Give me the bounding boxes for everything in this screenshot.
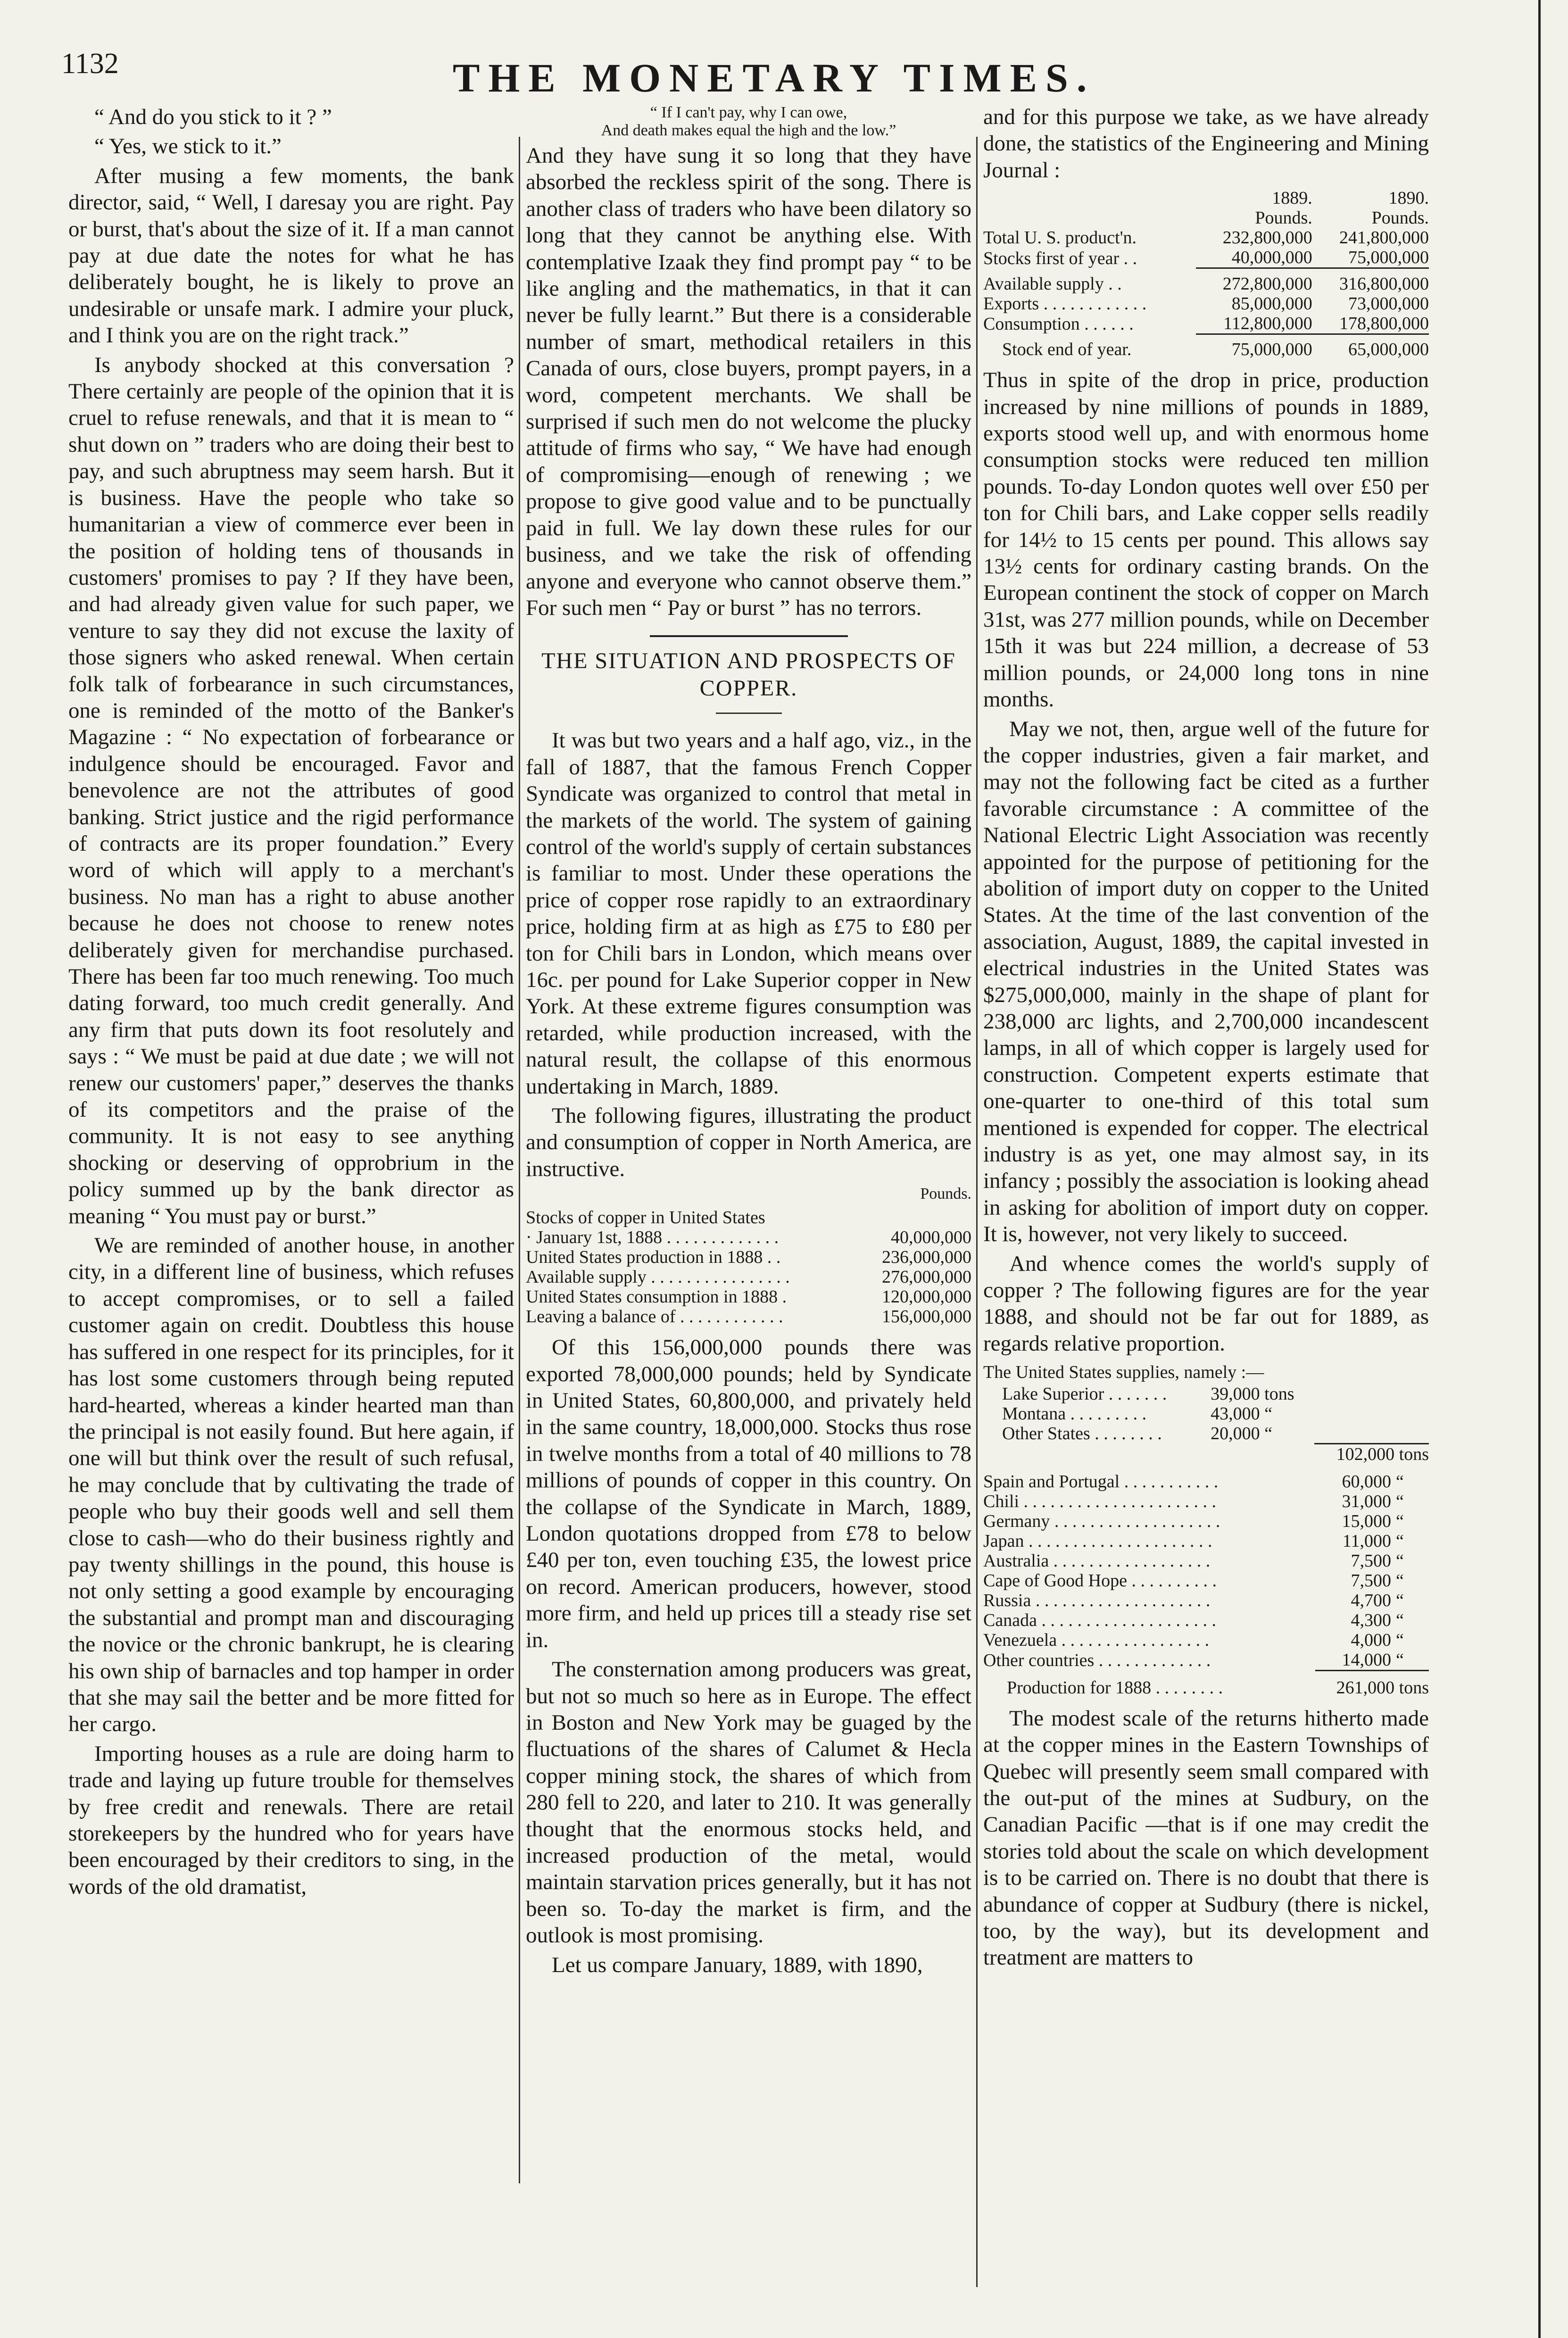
table-label: Stock end of year. [1002,340,1132,360]
table-value: 39,000 tons [1211,1384,1294,1404]
column-divider-1 [519,137,520,2183]
table-row [983,1443,1429,1464]
table-value: 43,000 “ [1211,1404,1273,1424]
table-unit: “ [1396,1630,1404,1650]
world-supply-table [983,1384,1429,1464]
table-label: Canada . . . . . . . . . . . . . . . . . . . . [983,1610,1216,1630]
table-label: Total U. S. product'n. [983,228,1137,248]
table-row [983,1571,1429,1591]
table-label: Russia . . . . . . . . . . . . . . . . . . . . [983,1590,1211,1610]
table-row [983,334,1429,359]
paragraph: Of this 156,000,000 pounds there was exported 78,000,000 pounds; held by Syndicate in United States, 60,800,000, and privately held in the same country, 18,000,000. Stocks thus rose in twelve months from a total of 40 millions to 78 millions of pounds of copper in this country. On the collapse of the Syndicate in March, 1889, London quotations dropped from £78 to below £40 per ton, even touching £35, the lowest price on record. American producers, however, stood more firm, and held up prices till a steady rise set in. [526,1335,971,1652]
poem-quote [526,104,971,140]
column-header: 1889. [1272,188,1312,208]
table-label: Other countries . . . . . . . . . . . . . [983,1650,1211,1671]
table-label: Germany . . . . . . . . . . . . . . . . . . . [983,1511,1220,1531]
paragraph: And whence comes the world's supply of copper ? The following figures are for the year 1888, and should not be far out for 1889, as regards relative proportion. [983,1251,1429,1356]
table-row [983,1404,1429,1424]
supply-heading: The United States supplies, namely :— [983,1362,1264,1383]
table-value: 15,000 [1342,1511,1391,1531]
paragraph: Is anybody shocked at this conversation ? There certainly are people of the opinion that it is cruel to refuse renewals, and that it is mean to “ shut down on ” traders who are doing their best to pay, and such abruptness may seem harsh. But it is business. Have the people who take so humanitarian a view of commerce ever been in the position of holding tens of thousands in customers' promises to pay ? If they have been, and had already given value for such paper, we venture to say they did not excuse the laxity of those signers who asked renewal. When certain folk talk of forbearance in such circumstances, one is reminded of the motto of the Banker's Magazine : “ No expectation of forbearance or indulgence should be encouraged. Favor and benevolence are not the attributes of good banking. Strict justice and the rigid performance of contracts are its proper foundation.” Every word of which will apply to a merchant's business. No man has a right to abuse another because he does not choose to renew notes deliberately given for merchandise purchased. There has been far too much renewing. Too much dating forward, too much credit generally. And any firm that puts down its foot resolutely and says : “ We must be paid at due date ; we will not renew our customers' paper,” deserves the thanks of its competitors and the praise of the community. It is not easy to see anything shocking or deserving of opprobrium in the policy summed up by the bank director as meaning “ You must pay or burst.” [68,352,514,1228]
table-header-row [983,188,1429,208]
table-value: 75,000,000 [1196,334,1312,359]
paragraph: Thus in spite of the drop in price, production increased by nine millions of pounds in 1889, exports stood well up, and with enormous home consumption stocks were reduced ten million pounds. To-day London quotes well over £50 per ton for Chili bars, and Lake copper sells readily for 14½ to 15 cents per pound. This allows say 13½ cents for ordinary casting brands. On the European continent the stock of copper on March 31st, was 277 million pounds, while on December 15th it was but 224 million, a decrease of 53 million pounds, or 24,000 long tons in nine months. [983,368,1429,712]
table-label: Consumption . . . . . . [983,314,1134,334]
table-value: 40,000,000 [891,1227,971,1248]
paragraph: “ Yes, we stick to it.” [94,134,282,159]
table-row [526,1208,971,1227]
countries-table [983,1472,1429,1698]
table-row [983,294,1429,314]
poem-line: And death makes equal the high and the low.” [601,122,896,139]
table-label: Exports . . . . . . . . . . . . [983,293,1147,314]
column-unit: Pounds. [1255,208,1312,228]
paragraph: After musing a few moments, the bank director, said, “ Well, I daresay you are right. Pay or burst, that's about the size of it. If a man cannot pay at due date the notes for what he has deliberately bought, he is likely to prove an undesirable or unsafe mark. I admire your pluck, and I think you are on the right track.” [68,163,514,348]
table-value: 73,000,000 [1348,293,1429,314]
paragraph: May we not, then, argue well of the future for the copper industries, given a fair market, and may not the following fact be cited as a further favorable circumstance : A committee of the National Electric Light Association was recently appointed for the purpose of petitioning for the abolition of import duty on copper to the United States. At the time of the last convention of the association, August, 1889, the capital invested in electrical industries in the United States was $275,000,000, mainly in the shape of plant for 238,000 arc lights, and 2,700,000 incandescent lamps, in all of which copper is largely used for construction. Competent experts estimate that one-quarter to one-third of this total sum mentioned is expended for copper. The electrical industry is as yet, one may almost say, in its infancy ; possibly the association is looking ahead in asking for abolition of import duty on copper. It is, however, not very likely to succeed. [983,716,1429,1247]
table-unit: “ [1396,1471,1404,1492]
table-unit: “ [1396,1491,1404,1511]
table-label: Cape of Good Hope . . . . . . . . . . [983,1570,1217,1591]
masthead: THE MONETARY TIMES. [453,55,1095,100]
table-label: Japan . . . . . . . . . . . . . . . . . . . . . [983,1531,1212,1551]
column-unit: Pounds. [1371,208,1429,228]
table-value: 4,000 [1351,1630,1391,1650]
table-label: Stocks first of year . . [983,248,1137,268]
table-value: 40,000,000 [1231,248,1312,268]
table-value [859,1208,971,1227]
table-value: 7,500 [1351,1550,1391,1571]
column-divider-2 [976,137,978,2287]
paragraph: And they have sung it so long that they have absorbed the reckless spirit of the song. There is another class of traders who have been dilatory so long that they cannot be anything else. With contemplative Izaak they find prompt pay “ to be like angling and the mathematics, in that it can never be fully learnt.” But there is a considerable number of smart, methodical retailers in this Canada of ours, close buyers, prompt payers, in a word, competent merchants. We shall be surprised if such men do not welcome the plucky attitude of firms who say, “ We have had enough of compromising—enough of renewing ; we propose to give good value and to be punctually paid in full. We lay down these rules for our business, and we take the risk of offending anyone and everyone who cannot observe them.” For such men “ Pay or burst ” has no terrors. [526,143,971,620]
paragraph: and for this purpose we take, as we have already done, the statistics of the Engineering and Mining Journal : [983,105,1429,182]
table-label: Available supply . . . . . . . . . . . . . . . . [526,1267,790,1287]
table-row [983,1610,1429,1630]
table-value: 7,500 [1351,1570,1391,1591]
production-label: Production for 1888 . . . . . . . . [1007,1677,1223,1698]
table-value: 85,000,000 [1231,293,1312,314]
table-row [983,1591,1429,1610]
production-value: 261,000 tons [1315,1670,1429,1698]
table-row [983,314,1429,334]
middle-column [526,104,971,1981]
poem-line: “ If I can't pay, why I can owe, [650,104,847,121]
table-label: Spain and Portugal . . . . . . . . . . . [983,1471,1219,1492]
table-row [526,1227,971,1247]
table-value: 276,000,000 [882,1267,971,1287]
table-row [983,228,1429,248]
paragraph: Importing houses as a rule are doing harm to trade and laying up future trouble for themselves by free credit and renewals. There are retail storekeepers by the hundred who for years have been encouraged by their creditors to sing, in the words of the old dramatist, [68,1741,514,1899]
table-row [983,1650,1429,1671]
table-label: Stocks of copper in United States [526,1208,765,1228]
page-edge-rule [1538,0,1541,2338]
paragraph: We are reminded of another house, in another city, in a different line of business, which refuses to accept compromises, or to sell a failed customer again on credit. Doubtless this house has suffered in one respect for its principles, for it has lost some customers through being reputed hard-hearted, whereas a kinder hearted man than the principal is not easily found. But here again, if one will but think over the result of such refusal, he may conclude that by cultivating the trade of people who buy their goods well and sell them close to cash—who do their business rightly and pay twenty shillings in the pound, this house is not only setting a good example by encouraging the substantial and prompt man and discouraging the novice or the chronic bankrupt, he is clearing his own ship of barnacles and top hamper in order that she may sail the better and be more fitted for her cargo. [68,1233,514,1737]
table-row [526,1287,971,1307]
column-header: 1890. [1388,188,1429,208]
paragraph: Let us compare January, 1889, with 1890, [552,1952,923,1977]
table-row [526,1267,971,1287]
comparison-table [983,188,1429,359]
table-label: United States production in 1888 . . [526,1247,781,1268]
table-value: 178,800,000 [1339,313,1429,333]
table-unit: “ [1396,1650,1404,1670]
copper-supply-table [526,1208,971,1327]
table-unit: “ [1396,1610,1404,1630]
paragraph: “ And do you stick to it ? ” [94,105,332,129]
right-column [983,104,1429,1974]
table-value: 11,000 [1342,1531,1391,1551]
table-label: Venezuela . . . . . . . . . . . . . . . . . [983,1630,1210,1650]
table-row [983,1384,1429,1404]
table-unit: “ [1396,1570,1404,1591]
table-value: 14,000 [1342,1650,1391,1670]
table-row [983,1511,1429,1531]
title-rule [716,713,782,714]
table-label: Available supply . . [983,274,1122,294]
table-label: United States consumption in 1888 . [526,1287,787,1307]
paragraph: It was but two years and a half ago, viz., in the fall of 1887, that the famous French Copper Syndicate was organized to control that metal in the markets of the world. The system of gaining control of the world's supply of certain substances is familiar to most. Under these operations the price of copper rose rapidly to an extraordinary price, holding firm at as high as £75 to £80 per ton for Chili bars in London, which means over 16c. per pound for Lake Superior copper in New York. At these extreme figures consumption was retarded, while production increased, with the natural result, the collapse of this enormous undertaking in March, 1889. [526,728,971,1099]
table-unit: “ [1396,1511,1404,1531]
table-label: · January 1st, 1888 . . . . . . . . . . . . . [526,1227,779,1248]
table-label: Leaving a balance of . . . . . . . . . . . . [526,1307,783,1327]
table-label: Other States . . . . . . . . [1002,1424,1162,1444]
table-row [983,1424,1429,1443]
section-rule [650,635,848,637]
table-row [983,1492,1429,1511]
table-value: 241,800,000 [1339,228,1429,248]
table-unit-row [983,208,1429,228]
table-value: 65,000,000 [1312,334,1429,359]
table-label: Australia . . . . . . . . . . . . . . . . . . [983,1550,1211,1571]
article-title: THE SITUATION AND PROSPECTS OF COPPER. [541,648,956,701]
table-row [983,1531,1429,1551]
left-column [68,104,514,1903]
table-row [983,1551,1429,1571]
table-value: 60,000 [1342,1471,1391,1492]
table-value: 20,000 “ [1211,1424,1273,1444]
table-value: 75,000,000 [1348,248,1429,268]
table-row [526,1247,971,1267]
paragraph: The consternation among producers was great, but not so much so here as in Europe. The effect in Boston and New York may be guaged by the fluctuations of the shares of Calumet & Hecla copper mining stock, the shares of which from 280 fell to 220, and later to 210. It was generally thought that the enormous stocks held, and increased production of the metal, would maintain starvation prices generally, but it has not been so. To-day the market is firm, and the outlook is most promising. [526,1657,971,1948]
table-unit: “ [1396,1590,1404,1610]
table-value: 272,800,000 [1196,268,1312,294]
page-number: 1132 [61,48,119,80]
table-value: 31,000 [1342,1491,1391,1511]
table-unit: “ [1396,1550,1404,1571]
table-unit: “ [1396,1531,1404,1551]
table-row [983,248,1429,268]
table-value: 4,700 [1351,1590,1391,1610]
table-label: Montana . . . . . . . . . [1002,1404,1147,1424]
paragraph: The modest scale of the returns hitherto made at the copper mines in the Eastern Townships of Quebec will presently seem small compared with the out-put of the mines at Sudbury, on the Canadian Pacific —that is if one may credit the stories told about the scale on which development is to be carried on. There is no doubt that there is abundance of copper at Sudbury (there is nickel, too, by the way), but its development and treatment are matters to [983,1706,1429,1970]
table-row [983,1670,1429,1698]
paragraph: The following figures, illustrating the product and consumption of copper in North America, are instructive. [526,1103,971,1181]
us-total: 102,000 tons [1314,1443,1429,1464]
table-row [526,1307,971,1327]
table-label: Lake Superior . . . . . . . [1002,1384,1167,1404]
table-row [983,1630,1429,1650]
table-value: 112,800,000 [1223,313,1312,333]
table-row [983,1472,1429,1492]
table-value: 4,300 [1351,1610,1391,1630]
table-label: Chili . . . . . . . . . . . . . . . . . . . . . . [983,1491,1217,1511]
table-value: 236,000,000 [882,1247,971,1268]
table-value: 120,000,000 [882,1287,971,1307]
table-value: 156,000,000 [882,1307,971,1327]
table-value: 232,800,000 [1222,228,1312,248]
table-row [983,268,1429,294]
table-unit: Pounds. [920,1185,971,1203]
table-value: 316,800,000 [1312,268,1429,294]
